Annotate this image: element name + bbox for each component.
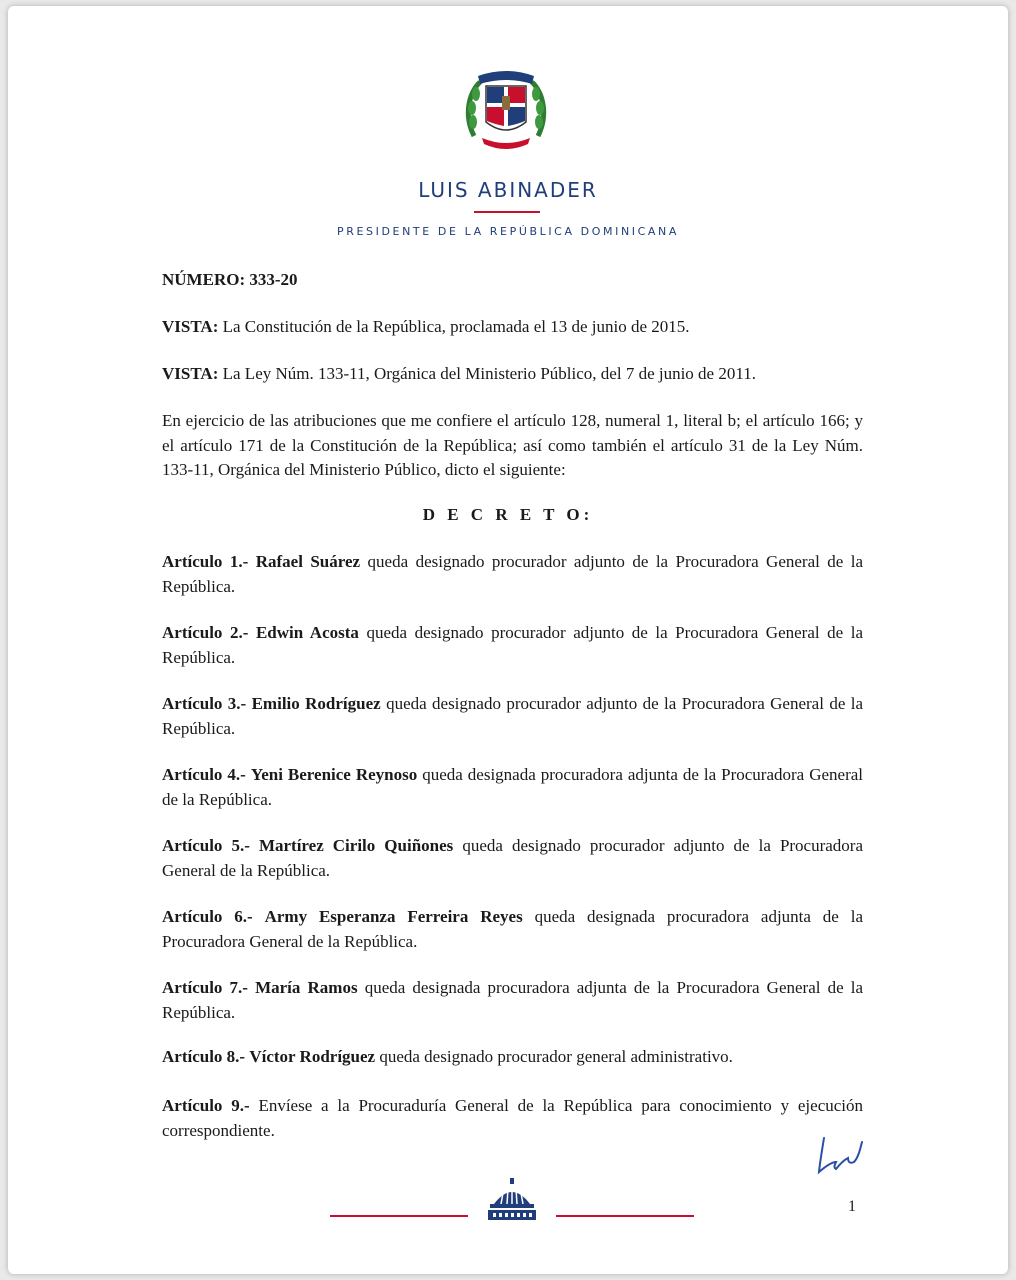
article-1	[162, 550, 863, 599]
vista-text: La Constitución de la República, proclamada el 13 de junio de 2015.	[222, 317, 690, 336]
article-text: queda designado procurador adjunto de la Procuradora General de la República.	[162, 836, 864, 880]
national-palace-dome-icon	[486, 1178, 538, 1224]
article-2	[162, 621, 863, 670]
article-text: queda designado procurador adjunto de la Procuradora General de la República.	[162, 552, 864, 596]
handwritten-initials-icon	[812, 1136, 866, 1176]
vista-label: VISTA:	[162, 317, 219, 336]
article-name: Army Esperanza Ferreira Reyes	[264, 907, 523, 926]
president-title: PRESIDENTE DE LA REPÚBLICA DOMINICANA	[337, 225, 679, 238]
number-value: 333-20	[249, 270, 298, 289]
decree-number	[162, 268, 863, 293]
article-name: Víctor Rodríguez	[249, 1047, 376, 1066]
preamble: En ejercicio de las atribuciones que me confiere el artículo 128, numeral 1, literal b; el artículo 166; y el artículo 171 de la Constitución de la República; así como también el artículo 31 de la Ley Núm. 133-11, Orgánica del Ministerio Público, dicto el siguiente:	[162, 411, 863, 479]
article-4	[162, 763, 863, 812]
vista-constitution	[162, 315, 863, 340]
article-name: Rafael Suárez	[255, 552, 361, 571]
article-name: Martírez Cirilo Quiñones	[258, 836, 454, 855]
president-name: LUIS ABINADER	[418, 178, 598, 202]
article-5	[162, 834, 863, 883]
decree-heading: D E C R E T O:	[422, 505, 594, 524]
article-9	[162, 1094, 863, 1143]
vista-label: VISTA:	[162, 364, 219, 383]
article-text: queda designada procuradora adjunta de la Procuradora General de la República.	[162, 907, 863, 951]
page-number: 1	[848, 1198, 856, 1215]
article-name: Edwin Acosta	[255, 623, 359, 642]
article-label: Artículo 2.-	[162, 623, 249, 642]
article-label: Artículo 3.-	[162, 694, 247, 713]
article-label: Artículo 1.-	[162, 552, 249, 571]
article-label: Artículo 5.-	[162, 836, 250, 855]
footer-rule-right	[556, 1215, 694, 1217]
footer-rule-left	[330, 1215, 468, 1217]
article-text: queda designada procuradora adjunta de la Procuradora General de la República.	[162, 978, 864, 1022]
article-text: queda designada procuradora adjunta de la Procuradora General de la República.	[162, 765, 863, 809]
article-text: queda designado procurador general administrativo.	[379, 1047, 733, 1066]
article-name: María Ramos	[255, 978, 358, 997]
article-text: queda designado procurador adjunto de la Procuradora General de la República.	[162, 623, 864, 667]
article-7	[162, 976, 863, 1025]
article-text: queda designado procurador adjunto de la Procuradora General de la República.	[162, 694, 864, 738]
article-3	[162, 692, 863, 741]
vista-law	[162, 362, 863, 387]
vista-text: La Ley Núm. 133-11, Orgánica del Ministerio Público, del 7 de junio de 2011.	[222, 364, 756, 383]
article-name: Yeni Berenice Reynoso	[250, 765, 418, 784]
article-name: Emilio Rodríguez	[251, 694, 381, 713]
article-label: Artículo 8.-	[162, 1047, 246, 1066]
article-text: Envíese a la Procuraduría General de la República para conocimiento y ejecución correspondiente.	[162, 1096, 864, 1140]
dominican-coat-of-arms-icon	[464, 66, 548, 154]
article-label: Artículo 6.-	[162, 907, 253, 926]
article-label: Artículo 4.-	[162, 765, 246, 784]
article-label: Artículo 7.-	[162, 978, 248, 997]
name-underline	[474, 211, 540, 213]
article-8	[162, 1045, 863, 1070]
number-label: NÚMERO:	[162, 270, 246, 289]
article-6	[162, 905, 863, 954]
article-label: Artículo 9.-	[162, 1096, 250, 1115]
